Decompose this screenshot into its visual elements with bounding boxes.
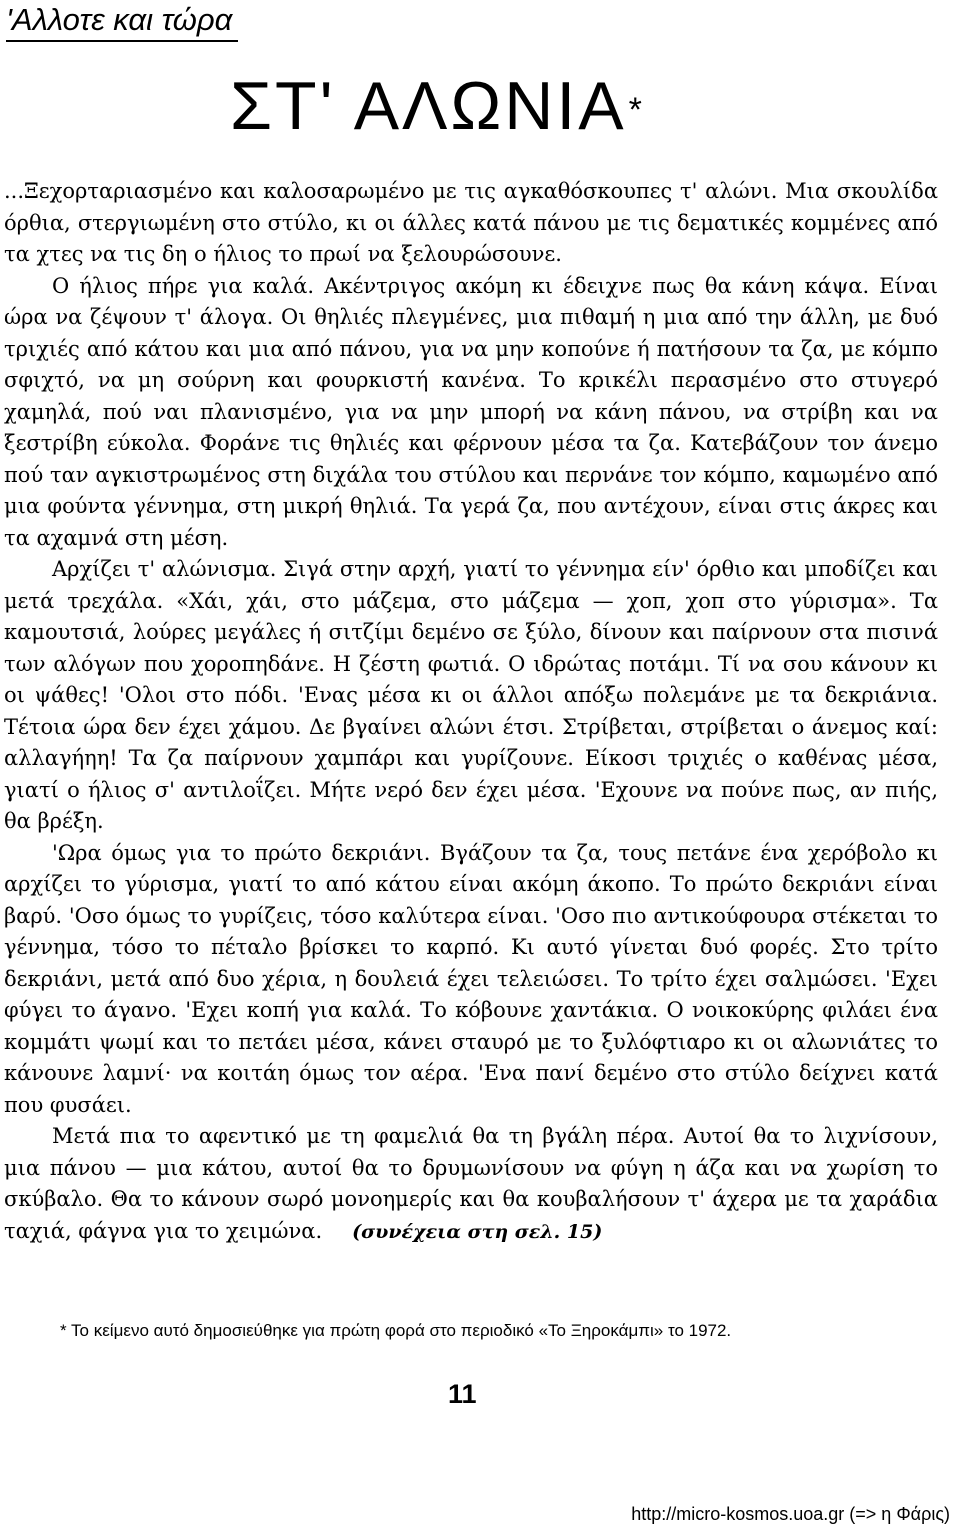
page-number: 11 [448,1379,477,1409]
article-title-text: ΣΤ' ΑΛΩΝΙΑ [230,68,627,144]
paragraph: 'Ωρα όμως για το πρώτο δεκριάνι. Βγάζουν τα ζα, τους πετάνε ένα χερόβολο κι αρχίζει το γύρισμα, γιατί το από κάτου είναι ακόμη άκοπο. Το πρώτο δεκριάνι είναι βαρύ. 'Οσο όμως το γυρίζεις, τόσο καλύτερα είναι. 'Οσο πιο αντικούφουρα στέκεται το γέννημα, τόσο το πέταλο βρίσκει το καρπό. Κι αυτό γίνεται δυό φορές. Στο τρίτο δεκριάνι, μετά από δυο χέρια, η δουλειά έχει τελειώσει. Το τρίτο έχει σαλμώσει. 'Εχει φύγει το άγανο. 'Εχει κοπή για καλά. Το κόβουνε χαντάκια. Ο νοικοκύρης φιλάει ένα κομμάτι ψωμί και το πετάει μέσα, κάνει σταυρό με το ξυλόφτιαρο κι οι αλωνιάτες το κάνουνε λαμνί· να κοιτάη όμως τον αέρα. 'Ενα πανί δεμένο στο στύλο δείχνει κατά που φυσάει. [4,840,938,1117]
article-title [230,66,643,146]
source-link[interactable]: http://micro-kosmos.uoa.gr (=> η Φάρις) [631,1504,950,1524]
article-body [4,176,938,1248]
title-footnote-marker: * [628,91,645,129]
section-label: 'Αλλοτε και τώρα [6,2,238,42]
paragraph-last [4,1121,938,1248]
paragraph: Ο ήλιος πήρε για καλά. Ακέντριγος ακόμη κι έδειχνε πως θα κάνη κάψα. Είναι ώρα να ζέψουν τ' άλογα. Οι θηλιές πλεγμένες, μια πιθαμή η μια από την άλλη, με δυό τριχιές από κάτου και μια από πάνου, για να μην κοπούνε ή πατήσουν τα ζα, με κόμπο σφιχτό, να μη σούρνη και φουρκιστή κανένα. Το κρικέλι περασμένο στο στυγερό χαμηλά, πού ναι πλανισμένο, για να μην μπορή να κάνη πάνου, να στρίβη και να ξεστρίβη εύκολα. Φοράνε τις θηλιές και φέρνουν μέσα τα ζα. Κατεβάζουν τον άνεμο πού ταν αγκιστρωμένος στη διχάλα του στύλου και περνάνε τον κόμπο, καμωμένο από μια φούντα γέννημα, στη μικρή θηλιά. Τα γερά ζα, που αντέχουν, είναι στις άκρες και τα αχαμνά στη μέση. [4,273,938,550]
paragraph-last-text: Μετά πια το αφεντικό με τη φαμελιά θα τη βγάλη πέρα. Αυτοί θα το λιχνίσουν, μια πάνου — μια κάτου, αυτοί θα το δρυμωνίσουν να φύγη η άζα και να χωρίση το σκύβαλο. Θα το κάνουν σωρό μονοημερίς και θα κουβαλήσουν τ' άχερα με τα χαράδια ταχιά, φάγνα για το χειμώνα. [4,1124,938,1243]
paragraph: ...Ξεχορταριασμένο και καλοσαρωμένο με τις αγκαθόσκουπες τ' αλώνι. Μια σκουλίδα όρθια, στεργιωμένη στο στύλο, κι οι άλλες κατά πάνου με τις δεματικές κομμένες από τα χτες να τις δη ο ήλιος το πρωί να ξελουρώσουνε. [4,179,938,266]
paragraph: Αρχίζει τ' αλώνισμα. Σιγά στην αρχή, γιατί το γέννημα είν' όρθιο και μποδίζει και μετά τρεχάλα. «Χάι, χάι, στο μάζεμα, στο μάζεμα — χοπ, χοπ στο γύρισμα». Τα καμουτσιά, λούρες μεγάλες ή σιτζίμι δεμένο σε ξύλο, δίνουν και παίρνουν στα πισινά των αλόγων που χοροπηδάνε. Η ζέστη φωτιά. Ο ιδρώτας ποτάμι. Τί να σου κάνουν κι οι ψάθες! 'Ολοι στο πόδι. 'Ενας μέσα κι οι άλλοι απόξω πολεμάνε με τα δεκριάνια. Τέτοια ώρα δεν έχει χάμου. Δε βγαίνει αλώνι έτσι. Στρίβεται, στρίβεται ο άνεμος καί: αλλαγήηη! Τα ζα παίρνουν χαμπάρι και γυρίζουνε. Είκοσι τριχιές ο καθένας μέσα, γιατί ο ήλιος σ' αντιλοΐζει. Μήτε νερό δεν έχει μέσα. 'Εχουνε να πούνε πως, αν πιής, θα βρέξη. [4,557,938,833]
footnote: * Το κείμενο αυτό δημοσιεύθηκε για πρώτη φορά στο περιοδικό «Το Ξηροκάμπι» το 1972. [60,1321,732,1340]
continued-note: (συνέχεια στη σελ. 15) [352,1220,603,1243]
